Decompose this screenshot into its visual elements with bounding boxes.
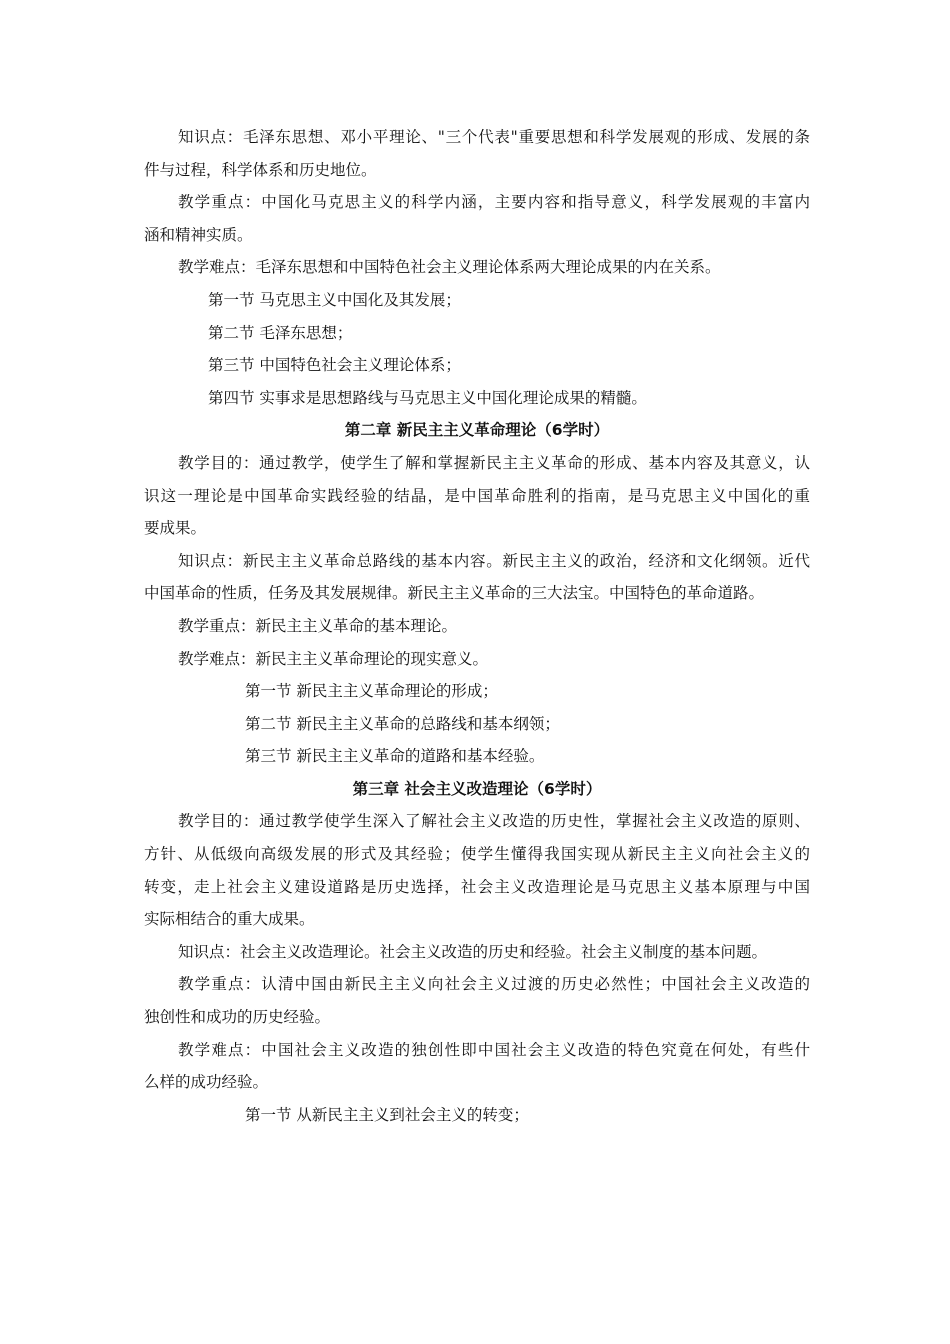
ch2-goal-line-1: 教学目的：通过教学，使学生了解和掌握新民主主义革命的形成、基本内容及其意义，认 <box>178 453 810 472</box>
ch3-focus-line-1: 教学重点：认清中国由新民主主义向社会主义过渡的历史必然性；中国社会主义改造的 <box>178 975 810 994</box>
ch1-focus-line-2: 涵和精神实质。 <box>144 225 253 244</box>
ch2-goal-line-2: 识这一理论是中国革命实践经验的结晶，是中国革命胜利的指南，是马克思主义中国化的重 <box>144 486 810 505</box>
ch2-focus: 教学重点：新民主主义革命的基本理论。 <box>178 616 458 635</box>
ch2-section-2: 第二节 新民主主义革命的总路线和基本纲领； <box>245 714 560 733</box>
ch1-difficulty: 教学难点：毛泽东思想和中国特色社会主义理论体系两大理论成果的内在关系。 <box>178 258 721 277</box>
ch2-section-1: 第一节 新民主主义革命理论的形成； <box>245 682 498 701</box>
ch1-section-2: 第二节 毛泽东思想； <box>208 323 353 342</box>
ch3-knowledge: 知识点：社会主义改造理论。社会主义改造的历史和经验。社会主义制度的基本问题。 <box>178 942 768 961</box>
ch2-knowledge-line-1: 知识点：新民主主义革命总路线的基本内容。新民主主义的政治，经济和文化纲领。近代 <box>178 551 810 570</box>
ch2-section-3: 第三节 新民主主义革命的道路和基本经验。 <box>245 747 545 766</box>
ch3-goal-line-1: 教学目的：通过教学使学生深入了解社会主义改造的历史性，掌握社会主义改造的原则、 <box>178 812 810 831</box>
ch3-goal-line-4: 实际相结合的重大成果。 <box>144 910 315 929</box>
ch1-section-1: 第一节 马克思主义中国化及其发展； <box>208 290 461 309</box>
ch2-difficulty: 教学难点：新民主主义革命理论的现实意义。 <box>178 649 489 668</box>
ch1-knowledge-line-1: 知识点：毛泽东思想、邓小平理论、"三个代表"重要思想和科学发展观的形成、发展的条 <box>178 128 810 146</box>
ch3-goal-line-3: 转变，走上社会主义建设道路是历史选择，社会主义改造理论是马克思主义基本原理与中国 <box>144 877 810 896</box>
ch1-focus-line-1: 教学重点：中国化马克思主义的科学内涵，主要内容和指导意义，科学发展观的丰富内 <box>178 193 810 212</box>
ch2-goal-line-3: 要成果。 <box>144 519 207 538</box>
ch1-section-4: 第四节 实事求是思想路线与马克思主义中国化理论成果的精髓。 <box>208 388 647 407</box>
document-body <box>144 121 810 1131</box>
ch2-knowledge-line-2: 中国革命的性质，任务及其发展规律。新民主主义革命的三大法宝。中国特色的革命道路。 <box>144 584 765 603</box>
ch2-title: 第二章 新民主主义革命理论（6学时） <box>344 421 610 440</box>
ch3-goal-line-2: 方针、从低级向高级发展的形式及其经验；使学生懂得我国实现从新民主主义向社会主义的 <box>144 845 810 864</box>
ch3-difficulty-line-1: 教学难点：中国社会主义改造的独创性即中国社会主义改造的特色究竟在何处，有些什 <box>178 1040 810 1059</box>
ch3-title: 第三章 社会主义改造理论（6学时） <box>352 779 602 798</box>
ch3-difficulty-line-2: 么样的成功经验。 <box>144 1073 269 1092</box>
ch1-section-3: 第三节 中国特色社会主义理论体系； <box>208 356 461 375</box>
ch3-section-1: 第一节 从新民主主义到社会主义的转变； <box>245 1105 529 1124</box>
ch1-knowledge-line-2: 件与过程，科学体系和历史地位。 <box>144 160 377 179</box>
ch3-focus-line-2: 独创性和成功的历史经验。 <box>144 1008 331 1027</box>
